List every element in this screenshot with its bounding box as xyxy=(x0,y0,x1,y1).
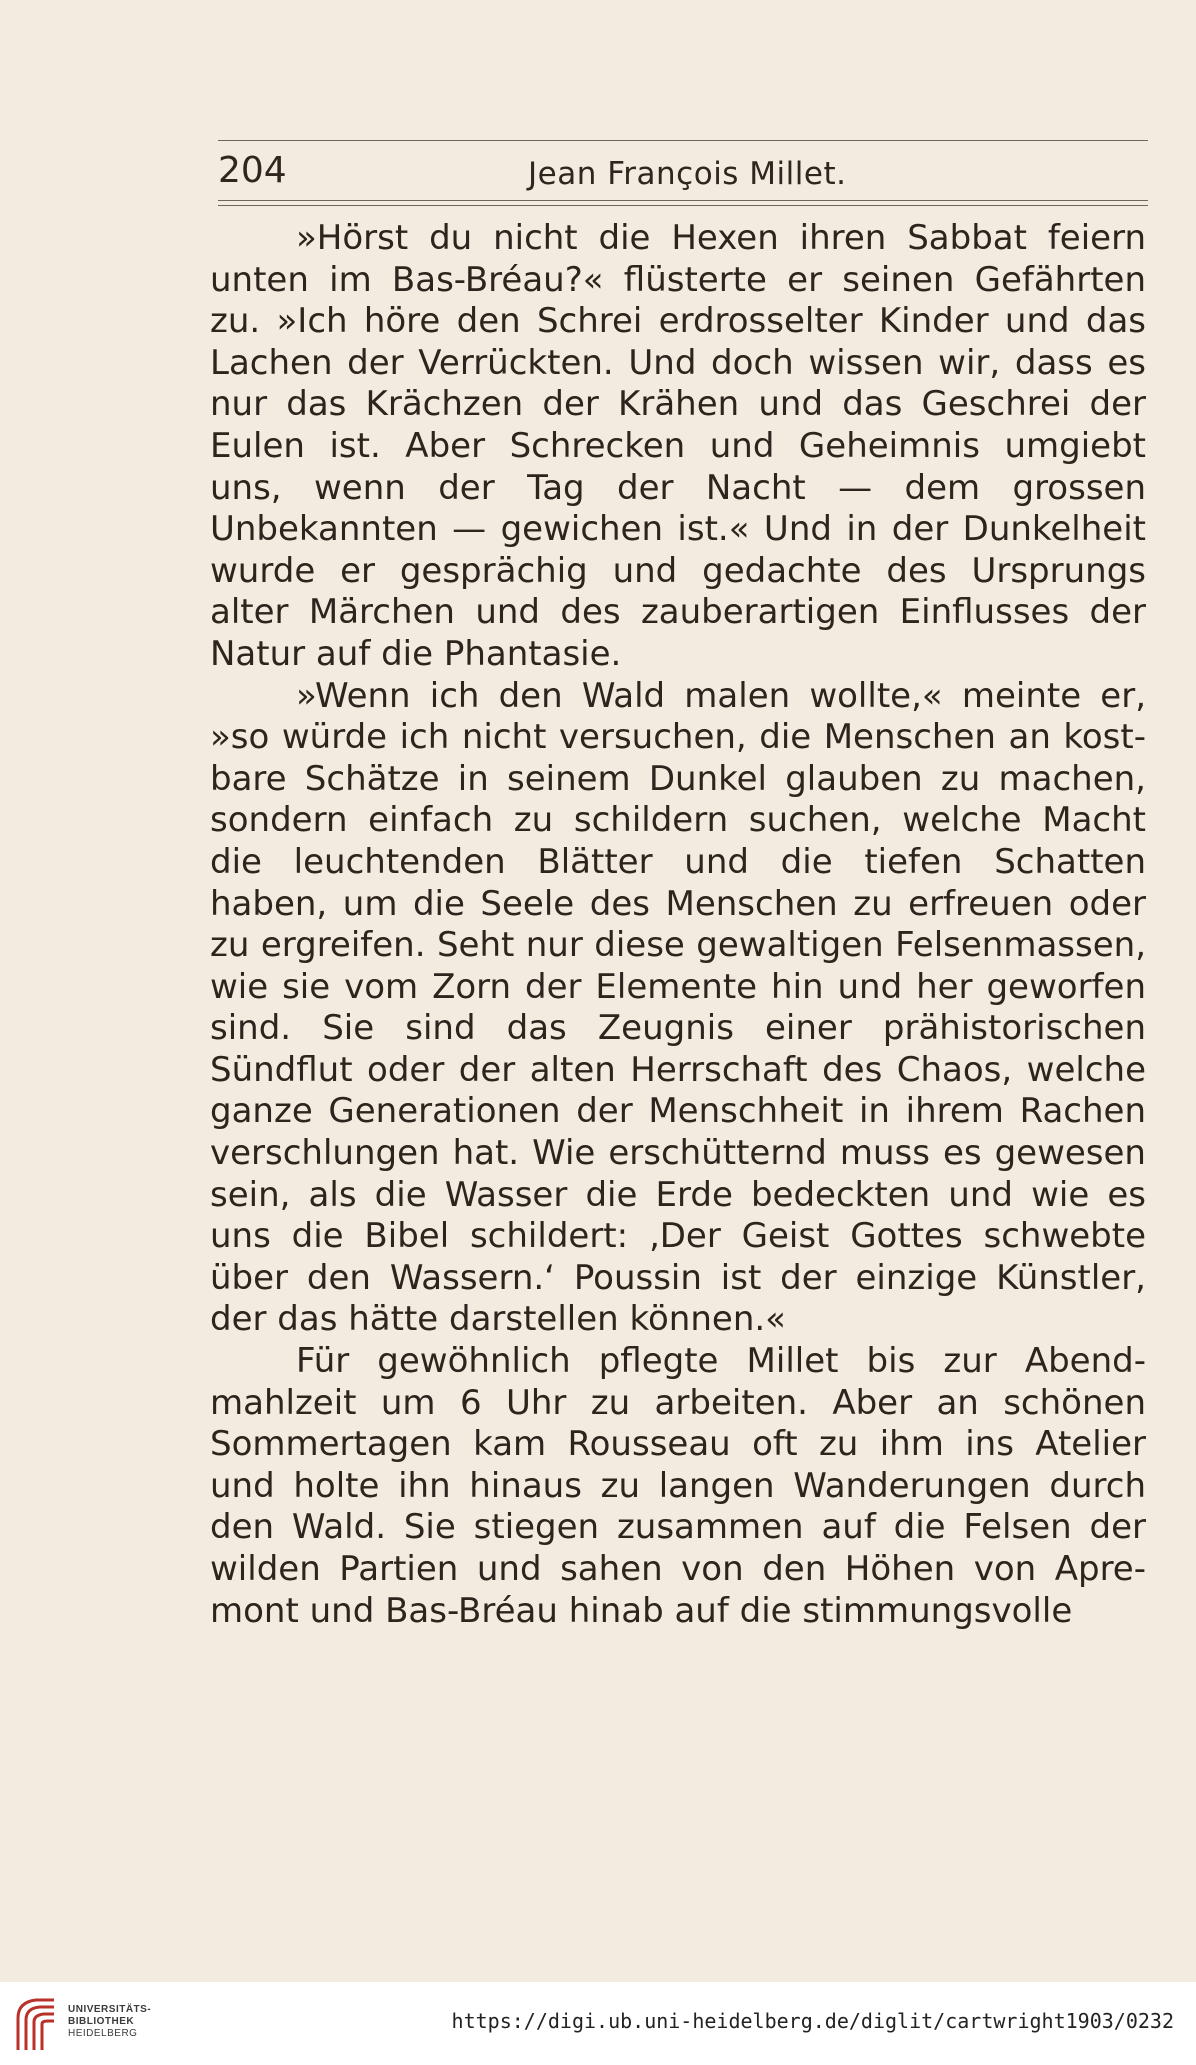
ub-heidelberg-logo-icon xyxy=(12,1994,60,2054)
library-name xyxy=(68,2004,151,2040)
source-url-link[interactable]: https://digi.ub.uni-heidelberg.de/diglit/cartwright1903/0232 xyxy=(451,2009,1174,2033)
header-rule-upper xyxy=(218,200,1148,201)
digitization-footer xyxy=(0,1982,1196,2065)
header-rule-lower xyxy=(218,205,1148,206)
page-number: 204 xyxy=(218,150,287,191)
page-header xyxy=(218,150,1148,200)
header-top-rule xyxy=(218,140,1148,141)
library-name-line-1: UNIVERSITÄTS- xyxy=(68,2004,152,2015)
paragraph-3: Für gewöhnlich pflegte Millet bis zur Abendmahlzeit um 6 Uhr zu arbeiten. Aber an schönen Sommertagen kam Rousseau oft zu ihm ins Atelier und holte ihn hinaus zu langen Wanderungen durch den Wald. Sie stiegen zusammen auf die Felsen der wilden Partien und sahen von den Höhen von Apremont und Bas-Bréau hinab auf die stimmungsvolle xyxy=(210,1341,1146,1631)
library-name-line-3: HEIDELBERG xyxy=(68,2028,138,2039)
library-name-line-2: BIBLIOTHEK xyxy=(68,2016,135,2027)
paragraph-1: »Hörst du nicht die Hexen ihren Sabbat feiern unten im Bas-Bréau?« flüsterte er seinen Gefährten zu. »Ich höre den Schrei erdrosselter Kinder und das Lachen der Verrückten. Und doch wissen wir, dass es nur das Krächzen der Krähen und das Geschrei der Eulen ist. Aber Schrecken und Geheimnis umgiebt uns, wenn der Tag der Nacht — dem grossen Unbekannten — gewichen ist.« Und in der Dunkelheit wurde er gesprächig und gedachte des Ursprungs alter Märchen und des zauberartigen Einflusses der Natur auf die Phantasie. xyxy=(210,218,1146,674)
body-text xyxy=(210,218,1146,1632)
running-head: Jean François Millet. xyxy=(528,156,847,192)
paragraph-2: »Wenn ich den Wald malen wollte,« meinte er, »so würde ich nicht versuchen, die Menschen an kostbare Schätze in seinem Dunkel glauben zu machen, sondern einfach zu schildern suchen, welche Macht die leuchtenden Blätter und die tiefen Schatten haben, um die Seele des Menschen zu erfreuen oder zu ergreifen. Seht nur diese gewaltigen Felsenmassen, wie sie vom Zorn der Elemente hin und her geworfen sind. Sie sind das Zeugnis einer prähistorischen Sündflut oder der alten Herrschaft des Chaos, welche ganze Generationen der Menschheit in ihrem Rachen verschlungen hat. Wie erschütternd muss es gewesen sein, als die Wasser die Erde bedeckten und wie es uns die Bibel schildert: ‚Der Geist Gottes schwebte über den Wassern.‘ Poussin ist der einzige Künstler, der das hätte darstellen können.« xyxy=(210,675,1146,1340)
